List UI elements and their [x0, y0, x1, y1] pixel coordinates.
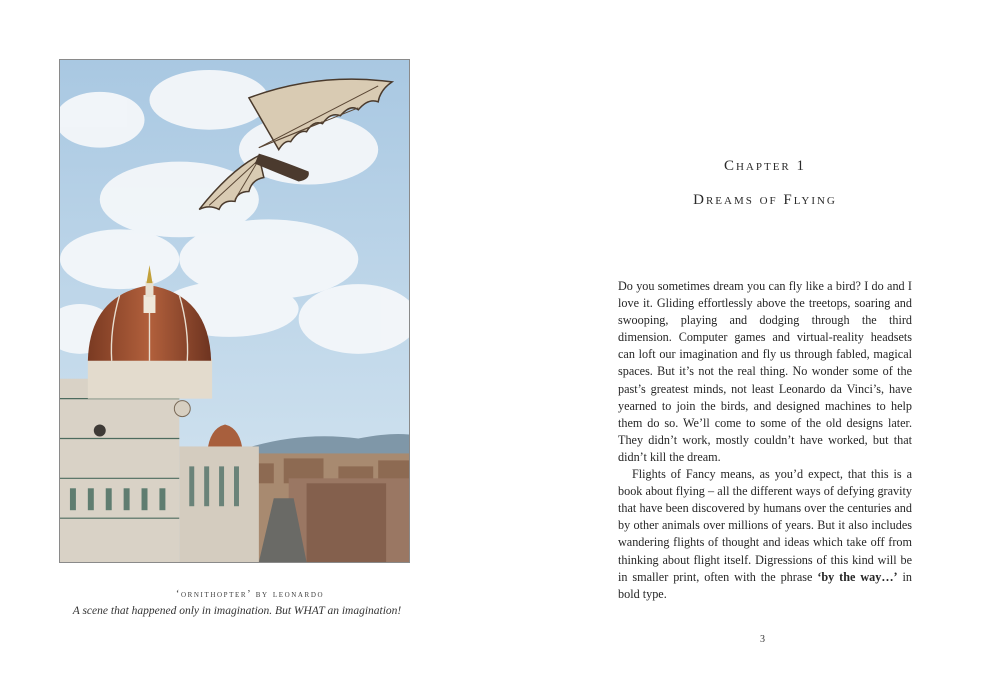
page-number: 3 [760, 634, 765, 645]
florence-dome-scene [60, 60, 409, 562]
chapter-title: Dreams of Flying [693, 192, 837, 208]
chapter-body [618, 278, 912, 603]
paragraph-2-end: in bold type. [618, 569, 912, 601]
paragraph-1: Do you sometimes dream you can fly like a bird? I do and I love it. Gliding effortlessly above the treetops, soaring and swooping, playing and dodging through the third dimension. Computer games and virtual-reality headsets can loft our imagination and fly us through fabled, magical spaces. But it’s not the real thing. No wonder some of the past’s greatest minds, not least Leonardo da Vinci’s, have yearned to join the birds, and designed machines to help them do so. We’ll come to some of the old designs later. They didn’t work, mostly couldn’t have worked, but that didn’t kill the dream. [618, 279, 912, 464]
paragraph-2-text: Flights of Fancy means, as you’d expect, that this is a book about flying – all the different ways of defying gravity that have been discovered by humans over the centuries and by other animals over millions of years. But it also includes wandering flights of thought and ideas which take off from thinking about flight itself. Digressions of this kind will be in smaller print, often with the phrase [618, 467, 912, 584]
ornithopter-illustration [59, 59, 410, 563]
cathedral-facade [60, 379, 179, 562]
right-page [500, 0, 1000, 688]
chapter-label: Chapter 1 [723, 158, 807, 174]
illustration-caption-text: A scene that happened only in imagination. But WHAT an imagination! [72, 605, 402, 617]
bold-phrase: ‘by the way…’ [817, 569, 898, 584]
illustration-caption-title: ‘ornithopter’ by leonardo [175, 589, 325, 600]
paragraph-2 [618, 466, 912, 603]
